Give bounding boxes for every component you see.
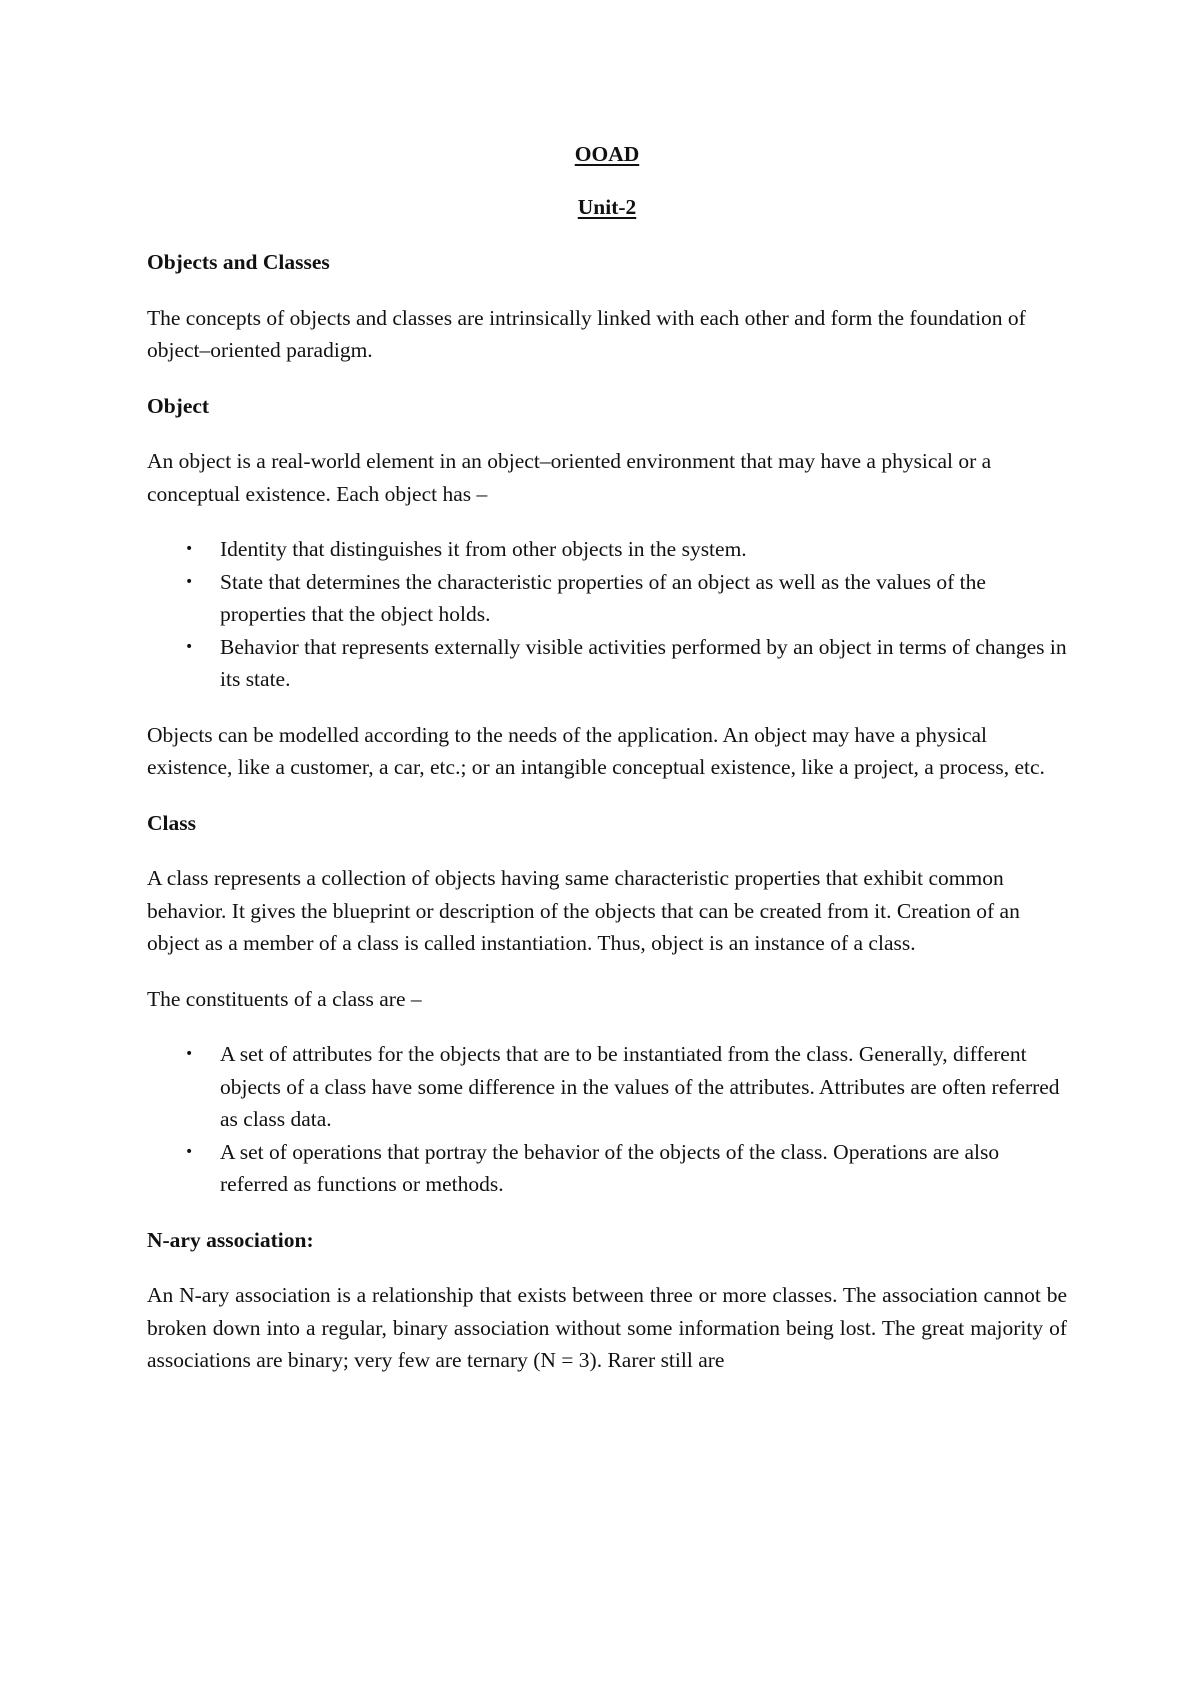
- paragraph-object-closing: Objects can be modelled according to the needs of the application. An object may have a physical existence, like a customer, a car, etc.; or an intangible conceptual existence, like a project, a process, etc.: [147, 722, 1045, 779]
- document-body: [147, 138, 1067, 1400]
- heading-objects-and-classes: Objects and Classes: [147, 250, 330, 274]
- list-item-text: A set of operations that portray the behavior of the objects of the class. Operations are also referred as functions or methods.: [220, 1139, 1000, 1196]
- heading-class: Class: [147, 810, 196, 835]
- list-item: [147, 1038, 1067, 1136]
- list-item: [147, 631, 1067, 696]
- paragraph-nary-body: An N-ary association is a relationship that exists between three or more classes. The association cannot be broken down into a regular, binary association without some information being lost. The great majority of associations are binary; very few are ternary (N = 3). Rarer still are: [147, 1283, 1067, 1372]
- list-item: [147, 1136, 1067, 1201]
- heading-nary-association: N-ary association:: [147, 1227, 314, 1252]
- bullet-icon: •: [185, 1143, 194, 1160]
- paragraph-object-intro: An object is a real-world element in an object–oriented environment that may have a physical or a conceptual existence. Each object has –: [147, 449, 992, 506]
- bullet-icon: •: [185, 1046, 194, 1062]
- object-properties-list: [147, 533, 1067, 696]
- bullet-icon: •: [185, 573, 194, 590]
- paragraph-class-constituents: The constituents of a class are –: [147, 986, 422, 1011]
- list-item: [147, 533, 1067, 566]
- bullet-icon: •: [185, 638, 194, 655]
- class-constituents-list: [147, 1038, 1067, 1201]
- bullet-icon: •: [185, 541, 194, 557]
- document-title: OOAD: [574, 142, 640, 166]
- unit-title: Unit-2: [577, 194, 637, 219]
- list-item-text: A set of attributes for the objects that are to be instantiated from the class. Generally, different objects of a class have some difference in the values of the attributes. Attributes are often referred as class data.: [220, 1042, 1060, 1131]
- list-item-text: State that determines the characteristic properties of an object as well as the values of the properties that the object holds.: [220, 569, 986, 626]
- list-item: [147, 566, 1067, 631]
- list-item-text: Behavior that represents externally visible activities performed by an object in terms of changes in its state.: [220, 634, 1067, 691]
- paragraph-class-intro: A class represents a collection of objects having same characteristic properties that exhibit common behavior. It gives the blueprint or description of the objects that can be created from it. Creation of an object as a member of a class is called instantiation. Thus, object is an instance of a class.: [147, 866, 1020, 955]
- heading-object: Object: [147, 393, 210, 418]
- list-item-text: Identity that distinguishes it from other objects in the system.: [220, 537, 747, 561]
- paragraph-objects-classes-intro: The concepts of objects and classes are intrinsically linked with each other and form the foundation of object–oriented paradigm.: [147, 305, 1026, 362]
